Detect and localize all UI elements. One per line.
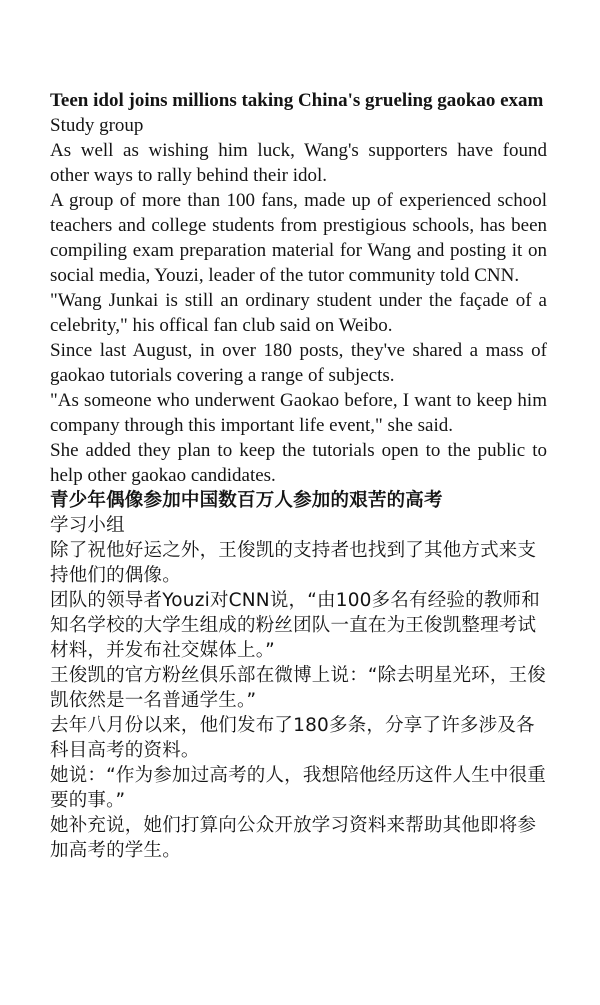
english-paragraph: A group of more than 100 fans, made up of experienced school teachers and college students from prestigious schools, has been compiling exam preparation material for Wang and posting it on social media, Youzi, leader of the tutor community told CNN. xyxy=(50,190,547,286)
chinese-subheading: 学习小组 xyxy=(50,515,125,536)
chinese-title: 青少年偶像参加中国数百万人参加的艰苦的高考 xyxy=(50,490,443,511)
english-paragraph: "As someone who underwent Gaokao before, I want to keep him company through this important life event," she said. xyxy=(50,390,547,436)
chinese-paragraph: 王俊凯的官方粉丝俱乐部在微博上说：“除去明星光环，王俊凯依然是一名普通学生。” xyxy=(50,665,546,711)
english-paragraph: She added they plan to keep the tutorials open to the public to help other gaokao candidates. xyxy=(50,440,547,486)
chinese-paragraph: 她说：“作为参加过高考的人，我想陪他经历这件人生中很重要的事。” xyxy=(50,765,546,811)
english-subheading: Study group xyxy=(50,115,144,136)
chinese-paragraph: 她补充说，她们打算向公众开放学习资料来帮助其他即将参加高考的学生。 xyxy=(50,815,537,861)
english-paragraph: "Wang Junkai is still an ordinary student under the façade of a celebrity," his offical fan club said on Weibo. xyxy=(50,290,547,336)
chinese-paragraph: 团队的领导者Youzi对CNN说，“由100多名有经验的教师和知名学校的大学生组成的粉丝团队一直在为王俊凯整理考试材料，并发布社交媒体上。” xyxy=(50,590,540,661)
english-paragraph: Since last August, in over 180 posts, they've shared a mass of gaokao tutorials covering a range of subjects. xyxy=(50,340,547,386)
english-title: Teen idol joins millions taking China's grueling gaokao exam xyxy=(50,90,544,111)
chinese-paragraph: 去年八月份以来，他们发布了180多条，分享了许多涉及各科目高考的资料。 xyxy=(50,715,535,761)
english-paragraph: As well as wishing him luck, Wang's supporters have found other ways to rally behind their idol. xyxy=(50,140,547,186)
chinese-paragraph: 除了祝他好运之外，王俊凯的支持者也找到了其他方式来支持他们的偶像。 xyxy=(50,540,537,586)
article xyxy=(50,88,547,863)
